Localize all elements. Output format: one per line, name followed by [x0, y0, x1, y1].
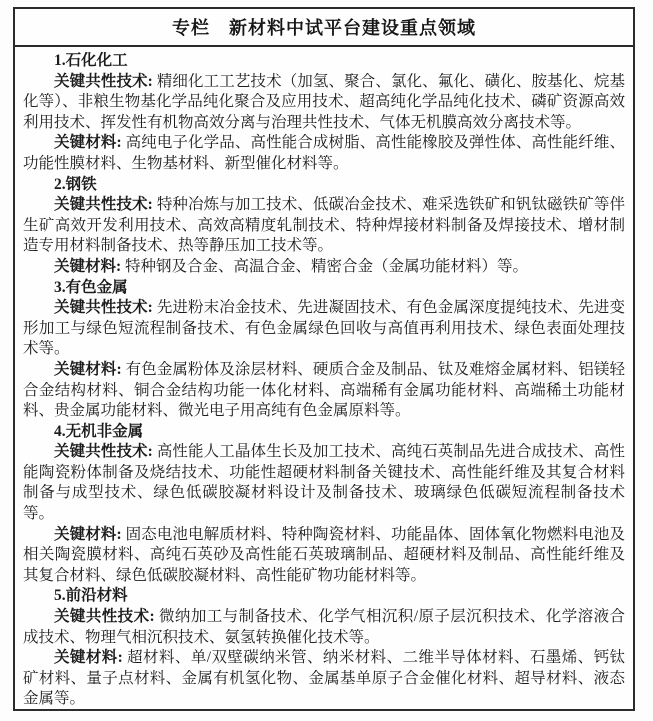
section-nonferrous-metals: [23, 278, 625, 422]
materials-label: 关键材料:: [54, 649, 128, 667]
tech-label: 关键共性技术:: [54, 72, 157, 90]
tech-label: 关键共性技术:: [54, 608, 159, 626]
tech-paragraph: [23, 72, 625, 134]
column-content: [15, 47, 633, 710]
section-heading: 1.石化化工: [54, 52, 128, 69]
section-heading: 5.前沿材料: [54, 587, 128, 605]
tech-text: 先进粉末冶金技术、先进凝固技术、有色金属深度提纯技术、先进变形加工与绿色短流程制备技术、有色金属绿色回收与高值再利用技术、绿色表面处理技术等。: [23, 299, 625, 358]
materials-paragraph: [23, 257, 625, 278]
tech-label: 关键共性技术:: [54, 443, 157, 461]
materials-label: 关键材料:: [54, 257, 126, 275]
materials-label: 关键材料:: [54, 134, 126, 152]
section-inorganic-nonmetal: [23, 422, 625, 587]
tech-paragraph: [23, 442, 625, 524]
section-frontier-materials: [23, 586, 625, 710]
tech-label: 关键共性技术:: [54, 299, 157, 317]
section-petrochemical: [23, 51, 625, 175]
section-heading: 3.有色金属: [54, 278, 128, 296]
section-heading: 2.钢铁: [54, 175, 97, 193]
tech-paragraph: [23, 195, 625, 257]
materials-label: 关键材料:: [54, 525, 126, 543]
materials-text: 超材料、单/双壁碳纳米管、纳米材料、二维半导体材料、石墨烯、钙钛矿材料、量子点材料、金属有机氢化物、金属基单原子合金催化材料、超导材料、液态金属等。: [23, 649, 625, 708]
section-heading: 4.无机非金属: [54, 422, 144, 440]
column-title: 专栏 新材料中试平台建设重点领域: [15, 9, 633, 47]
section-steel: [23, 175, 625, 278]
materials-text: 特种钢及合金、高温合金、精密合金（金属功能材料）等。: [125, 257, 529, 275]
materials-paragraph: [23, 525, 625, 587]
tech-paragraph: [23, 298, 625, 360]
materials-text: 有色金属粉体及涂层材料、硬质合金及制品、钛及难熔金属材料、铝镁轻合金结构材料、铜合金结构功能一体化材料、高端稀有金属功能材料、高端稀土功能材料、贵金属功能材料、微光电子用高纯有色金属原料等。: [23, 360, 625, 420]
tech-text: 特种冶炼与加工技术、低碳冶金技术、难采选铁矿和钒钛磁铁矿等伴生矿高效开发利用技术、高效高精度轧制技术、特种焊接材料制备及焊接技术、增材制造专用材料制备技术、热等静压加工技术等。: [23, 196, 625, 255]
tech-text: 精细化工工艺技术（加氢、聚合、氯化、氟化、磺化、胺基化、烷基化等）、非粮生物基化学品纯化聚合及应用技术、超高纯化学品纯化技术、磷矿资源高效利用技术、挥发性有机物高效分离与治理共性技术、气体无机膜高效分离技术等。: [23, 72, 625, 131]
tech-paragraph: [23, 607, 625, 648]
tech-label: 关键共性技术:: [54, 196, 157, 214]
materials-text: 固态电池电解质材料、特种陶瓷材料、功能晶体、固体氧化物燃料电池及相关陶瓷膜材料、高纯石英砂及高性能石英玻璃制品、超硬材料及制品、高性能纤维及其复合材料、绿色低碳胶凝材料、高性能矿物功能材料等。: [23, 525, 625, 584]
tech-text: 微纳加工与制备技术、化学气相沉积/原子层沉积技术、化学溶液合成技术、物理气相沉积技术、氨氢转换催化技术等。: [23, 608, 625, 646]
materials-text: 高纯电子化学品、高性能合成树脂、高性能橡胶及弹性体、高性能纤维、功能性膜材料、生物基材料、新型催化材料等。: [23, 134, 625, 172]
column-box: [13, 7, 635, 711]
materials-paragraph: [23, 133, 625, 174]
materials-paragraph: [23, 648, 625, 710]
materials-label: 关键材料:: [54, 360, 126, 378]
tech-text: 高性能人工晶体生长及加工技术、高纯石英制品先进合成技术、高性能陶瓷粉体制备及烧结技术、功能性超硬材料制备关键技术、高性能纤维及其复合材料制备与成型技术、绿色低碳胶凝材料设计及制备技术、玻璃绿色低碳短流程制备技术等。: [23, 443, 625, 523]
materials-paragraph: [23, 360, 625, 422]
